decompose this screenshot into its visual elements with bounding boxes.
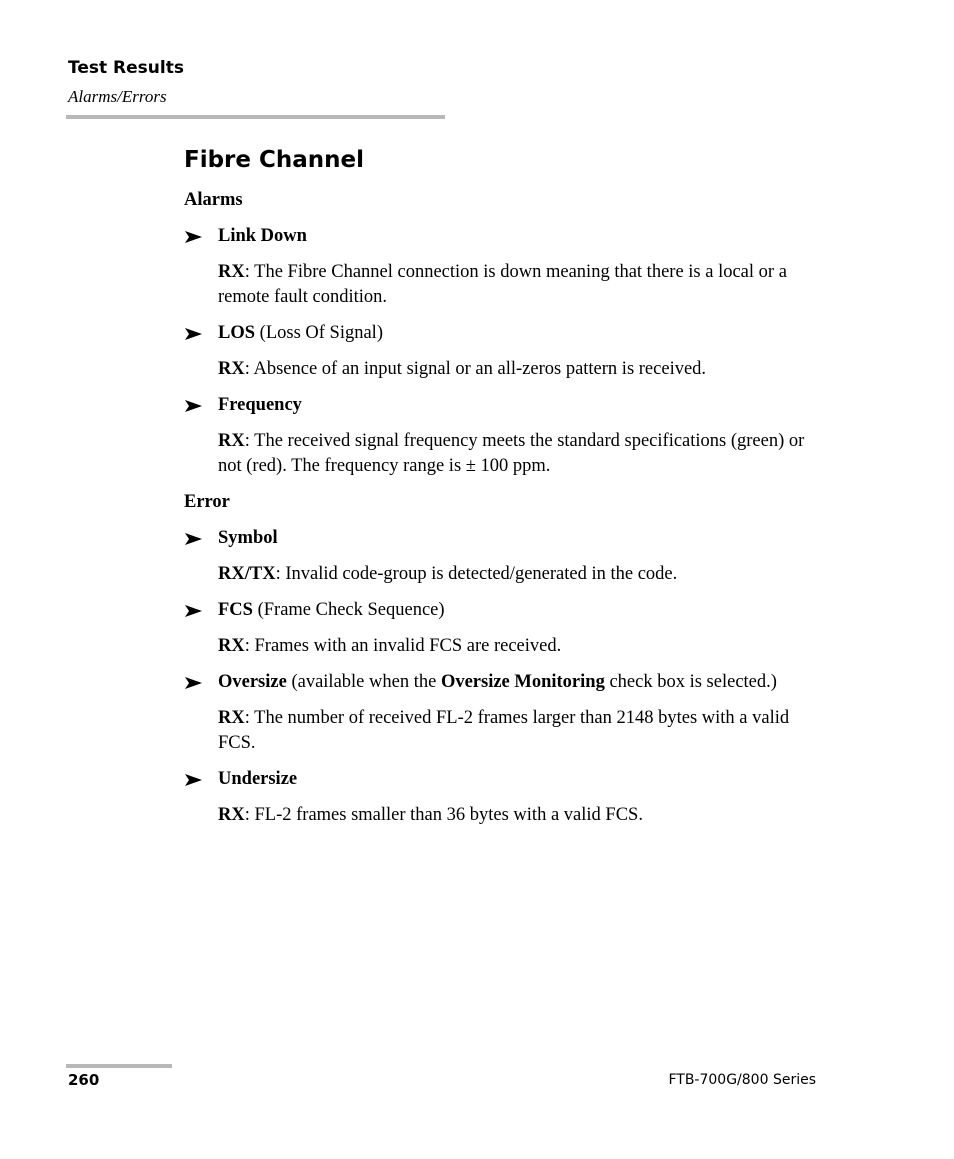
description-text: : The received signal frequency meets the standard specifications (green) or not (red). The frequency range is ± 100 ppm. — [218, 431, 805, 476]
direction-label: RX — [218, 262, 245, 282]
item-name: Oversize — [218, 672, 287, 692]
description-text: : The number of received FL-2 frames larger than 2148 bytes with a valid FCS. — [218, 708, 790, 753]
list-item-symbol — [184, 526, 824, 551]
arrow-bullet-icon — [184, 324, 204, 344]
alarms-heading: Alarms — [184, 190, 243, 210]
item-description — [184, 429, 824, 479]
direction-label: RX — [218, 636, 245, 656]
item-description — [184, 562, 824, 587]
running-header-subtitle: Alarms/Errors — [68, 87, 167, 106]
list-item-undersize — [184, 767, 824, 792]
description-text: : FL-2 frames smaller than 36 bytes with a valid FCS. — [244, 805, 643, 825]
description-text: : Absence of an input signal or an all-zeros pattern is received. — [244, 359, 707, 379]
arrow-bullet-icon — [184, 529, 204, 549]
running-header-title: Test Results — [68, 58, 184, 78]
list-item-oversize — [184, 670, 824, 695]
direction-label: RX/TX — [218, 564, 276, 584]
item-name: Link Down — [218, 226, 307, 246]
item-name: FCS — [218, 600, 253, 620]
item-qualifier: (Loss Of Signal) — [255, 323, 383, 343]
item-description — [184, 357, 824, 382]
direction-label: RX — [218, 805, 245, 825]
arrow-bullet-icon — [184, 227, 204, 247]
direction-label: RX — [218, 431, 245, 451]
product-name: FTB-700G/800 Series — [668, 1072, 816, 1088]
list-item-fcs — [184, 598, 824, 623]
item-description — [184, 803, 824, 828]
arrow-bullet-icon — [184, 396, 204, 416]
list-item-link-down — [184, 224, 824, 249]
error-heading: Error — [184, 492, 230, 512]
item-name: Frequency — [218, 395, 302, 415]
page-number: 260 — [68, 1071, 100, 1089]
direction-label: RX — [218, 708, 245, 728]
section-title: Fibre Channel — [184, 147, 365, 173]
item-qualifier: (Frame Check Sequence) — [252, 600, 445, 620]
description-text: : The Fibre Channel connection is down meaning that there is a local or a remote fault condition. — [218, 262, 787, 307]
item-qualifier-emphasis: Oversize Monitoring — [440, 672, 605, 692]
content — [184, 188, 824, 839]
arrow-bullet-icon — [184, 770, 204, 790]
list-item-los — [184, 321, 824, 346]
description-text: : Frames with an invalid FCS are received. — [244, 636, 562, 656]
item-name: LOS — [218, 323, 256, 343]
header-rule — [66, 115, 445, 119]
item-qualifier: (available when the — [286, 672, 441, 692]
item-qualifier-end: check box is selected.) — [604, 672, 777, 692]
arrow-bullet-icon — [184, 601, 204, 621]
item-name: Symbol — [218, 528, 278, 548]
list-item-frequency — [184, 393, 824, 418]
item-name: Undersize — [218, 769, 298, 789]
direction-label: RX — [218, 359, 245, 379]
description-text: : Invalid code-group is detected/generated in the code. — [275, 564, 678, 584]
arrow-bullet-icon — [184, 673, 204, 693]
item-description — [184, 706, 824, 756]
item-description — [184, 634, 824, 659]
item-description — [184, 260, 824, 310]
footer-rule — [66, 1064, 172, 1068]
